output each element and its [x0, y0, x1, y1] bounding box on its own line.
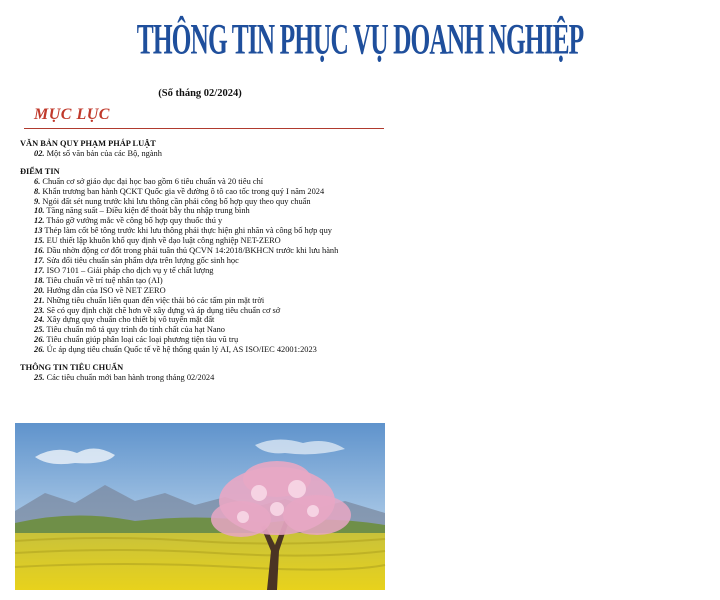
cover-photo: [15, 423, 385, 590]
toc-item-title: Dầu nhờn động cơ đốt trong phải tuân thủ QCVN 14:2018/BKHCN trước khi lưu hành: [46, 246, 339, 256]
toc-item-page: 24.: [34, 315, 45, 325]
issue-label: (Số tháng 02/2024): [158, 88, 242, 99]
toc-item-page: 21.: [34, 295, 45, 305]
toc-item-title: Tăng năng suất – Điều kiện để thoát bẫy thu nhập trung bình: [46, 206, 250, 216]
toc-heading: MỤC LỤC: [34, 106, 110, 123]
toc-item-page: 17.: [34, 265, 45, 275]
toc-item[interactable]: [0, 345, 400, 355]
toc-item[interactable]: [0, 216, 400, 226]
toc-item-page: 23.: [34, 305, 45, 315]
toc-item-title: Sẽ có quy định chặt chẽ hơn về xây dựng và áp dụng tiêu chuẩn cơ sở: [46, 305, 281, 315]
toc-item-page: 9.: [34, 196, 41, 206]
toc-item[interactable]: [0, 266, 400, 276]
toc-item-title: EU thiết lập khuôn khổ quy định về dạo luật công nghiệp NET-ZERO: [46, 236, 281, 246]
toc-item-title: Xây dựng quy chuẩn cho thiết bị vô tuyến mặt đất: [46, 315, 215, 325]
toc-section-heading: THÔNG TIN TIÊU CHUẨN: [20, 363, 124, 373]
toc-item-title: ISO 7101 – Giải pháp cho dịch vụ y tế chất lượng: [46, 265, 214, 275]
toc-item[interactable]: [0, 256, 400, 266]
toc-item[interactable]: [0, 315, 400, 325]
toc-item-title: Những tiêu chuẩn liên quan đến việc thải bỏ các tấm pin mặt trời: [46, 295, 265, 305]
toc-item-page: 26.: [34, 335, 45, 345]
toc-divider: [24, 128, 384, 129]
toc-item-title: Ngói đất sét nung trước khi lưu thông cần phải công bố hợp quy theo quy chuẩn: [42, 196, 311, 206]
toc-item-title: Một số văn bản của các Bộ, ngành: [46, 148, 162, 158]
toc-item-title: Tiêu chuẩn giúp phân loại các loại phương tiện tàu vũ trụ: [46, 335, 239, 345]
toc-item-title: Tiêu chuẩn về trí tuệ nhân tạo (AI): [46, 275, 163, 285]
toc-item-title: Các tiêu chuẩn mới ban hành trong tháng 02/2024: [46, 372, 215, 382]
toc-section-heading: ĐIỂM TIN: [20, 166, 60, 176]
toc-item-page: 15.: [34, 236, 45, 246]
section-gap: [0, 159, 400, 167]
toc-item-page: 25.: [34, 372, 45, 382]
toc-item-page: 13: [34, 226, 43, 236]
toc-item[interactable]: [0, 149, 400, 159]
toc-item-page: 10.: [34, 206, 45, 216]
toc-item-title: Úc áp dụng tiêu chuẩn Quốc tế về hệ thống quản lý AI, AS ISO/IEC 42001:2023: [46, 345, 317, 355]
masthead: [0, 4, 584, 72]
toc-item[interactable]: [0, 206, 400, 216]
toc-item[interactable]: [0, 236, 400, 246]
toc-item-title: Hướng dẫn của ISO về NET ZERO: [46, 285, 166, 295]
landscape-photo-blossom-tree: [15, 423, 385, 590]
toc-item-page: 17.: [34, 255, 45, 265]
toc-item-title: Thép làm cốt bê tông trước khi lưu thông phải thực hiện ghi nhãn và công bố hợp quy: [44, 226, 332, 236]
toc-item-title: Tháo gỡ vướng mắc về công bố hợp quy thuốc thú y: [46, 216, 223, 226]
toc-item[interactable]: [0, 373, 400, 383]
toc-item[interactable]: [0, 296, 400, 306]
toc-item-page: 02.: [34, 148, 45, 158]
toc-item-page: 6.: [34, 176, 41, 186]
toc-item-title: Sửa đổi tiêu chuẩn sản phẩm dựa trên lượng gốc sinh học: [46, 255, 239, 265]
toc-item[interactable]: [0, 276, 400, 286]
toc-item[interactable]: [0, 335, 400, 345]
section-gap: [0, 355, 400, 363]
toc-item-title: Chuẩn cơ sở giáo dục đại học bao gồm 6 tiêu chuẩn và 20 tiêu chí: [42, 176, 264, 186]
toc-item-page: 16.: [34, 246, 45, 256]
toc-item[interactable]: [0, 325, 400, 335]
toc-item[interactable]: [0, 177, 400, 187]
toc-item[interactable]: [0, 187, 400, 197]
toc-item-page: 26.: [34, 345, 45, 355]
toc-item[interactable]: [0, 306, 400, 316]
table-of-contents: [0, 139, 400, 383]
toc-item-page: 25.: [34, 325, 45, 335]
toc-item-title: Tiêu chuẩn mô tả quy trình đo tính chất của hạt Nano: [46, 325, 225, 335]
toc-item-page: 12.: [34, 216, 45, 226]
toc-item-title: Khẩn trương ban hành QCKT Quốc gia về đường ô tô cao tốc trong quý I năm 2024: [42, 186, 325, 196]
masthead-title: THÔNG TIN PHỤC VỤ DOANH NGHIỆP: [136, 14, 584, 63]
toc-item-page: 8.: [34, 186, 41, 196]
toc-item[interactable]: [0, 286, 400, 296]
toc-section-heading: VĂN BẢN QUY PHẠM PHÁP LUẬT: [20, 139, 156, 148]
toc-item-page: 18.: [34, 275, 45, 285]
toc-item[interactable]: [0, 226, 400, 236]
toc-item[interactable]: [0, 197, 400, 207]
toc-item-page: 20.: [34, 285, 45, 295]
toc-item[interactable]: [0, 246, 400, 256]
